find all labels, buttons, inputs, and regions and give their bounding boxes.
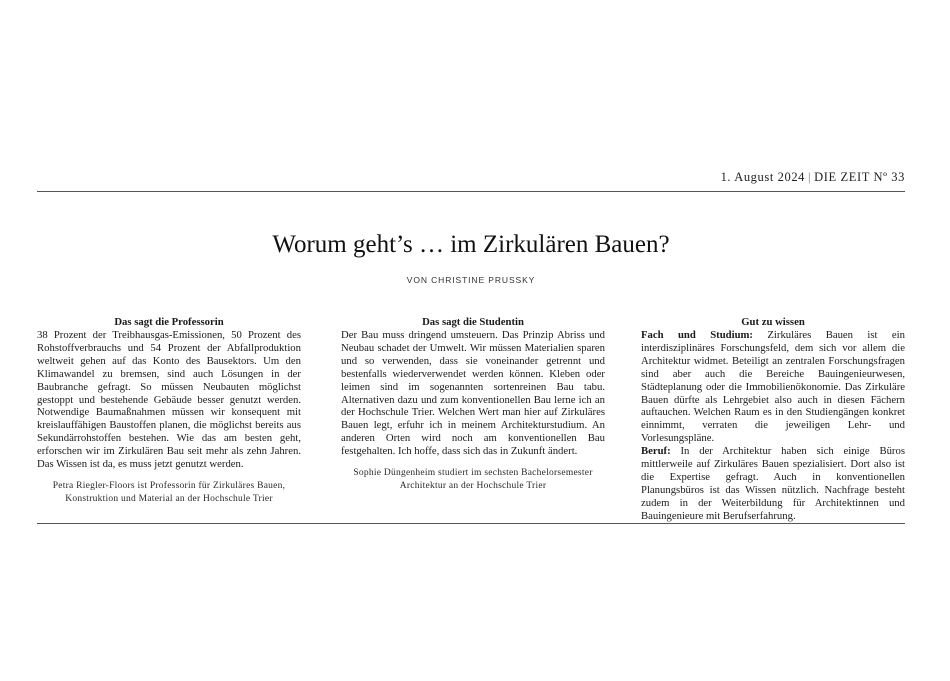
column-good-to-know bbox=[641, 316, 905, 523]
author-caption: Sophie Düngenheim studiert im sechsten Bachelorsemester Architektur an der Hochschule Trier bbox=[353, 468, 593, 492]
paragraph-lead: Beruf: bbox=[641, 445, 671, 458]
publication-name: DIE ZEIT Nº 33 bbox=[814, 170, 905, 184]
column-professor bbox=[37, 316, 301, 506]
column-paragraph bbox=[641, 329, 905, 445]
column-heading: Das sagt die Studentin bbox=[422, 316, 524, 328]
column-body bbox=[37, 329, 301, 471]
author-caption: Petra Riegler-Floors ist Professorin für Zirkuläres Bauen, Konstruktion und Material an der Hochschule Trier bbox=[52, 480, 286, 504]
column-heading: Das sagt die Professorin bbox=[114, 316, 224, 328]
masthead bbox=[37, 170, 905, 188]
bottom-divider bbox=[37, 523, 905, 524]
masthead-separator: | bbox=[808, 170, 812, 184]
top-divider bbox=[37, 191, 905, 192]
column-paragraph: Der Bau muss dringend umsteuern. Das Prinzip Abriss und Neubau schadet der Umwelt. Wir müssen Materialien sparen und so verwenden, dass sie voneinander getrennt und bestenfalls wiederverwendet werden können. Kleben oder leimen sind im sogenannten sortenreinen Bau tabu. Alternativen dazu und zum konventionellen Bau lerne ich an der Hochschule Trier. Welchen Wert man hier auf Zirkuläres Bauen legt, erfuhr ich in meinem Architekturstudium. An anderen Orten wird noch am konventionellen Bau festgehalten. Ich hoffe, dass sich das in Zukunft ändert. bbox=[341, 329, 605, 458]
column-paragraph: 38 Prozent der Treibhausgas-Emissionen, 50 Prozent des Rohstoffverbrauchs und 54 Prozent der Abfallproduktion weltweit gehen auf das Konto des Bausektors. Um den Klimawandel zu bremsen, sind auch Lösungen in der Baubranche gefragt. So müssen Neubauten möglichst gestoppt und bestehende Gebäude besser genutzt werden. Notwendige Baumaßnahmen müssen wir konsequent mit kreislauffähigen Baustoffen planen, die möglichst bereits aus Sekundärrohstoffen bestehen. Wie das am besten geht, erforschen wir im Zirkulären Bau seit mehr als zehn Jahren. Das Wissen ist da, es muss jetzt genutzt werden. bbox=[37, 329, 301, 471]
column-student bbox=[341, 316, 605, 493]
column-paragraph bbox=[641, 445, 905, 522]
column-body bbox=[341, 329, 605, 458]
column-body bbox=[641, 329, 905, 523]
paragraph-text: Zirkuläres Bauen ist ein interdisziplinäres Forschungsfeld, dem sich vor allem die Architektur widmet. Beteiligt an zentralen Forschungsfragen sind aber auch die Bereiche Bauingenieurwesen, Städteplanung oder die Immobilienökonomie. Das Zirkuläre Bauen dürfte als Lehrgebiet also auch in diesen Fächern auftauchen. Welchen Raum es in den Studiengängen konkret einnimmt, verraten die jeweiligen Lehr- und Vorlesungspläne. bbox=[641, 329, 905, 445]
paragraph-lead: Fach und Studium: bbox=[641, 329, 753, 341]
paragraph-text: In der Architektur haben sich einige Büros mittlerweile auf Zirkuläres Bauen spezialisiert. Dort also ist die Expertise gefragt. Auch in konventionellen Planungsbüros ist das Wissen nützlich. Nachfrage besteht zudem in der Weiterbildung für Architektinnen und Bauingenieure mit Berufserfahrung. bbox=[641, 445, 905, 522]
article-byline: VON CHRISTINE PRUSSKY bbox=[406, 275, 536, 285]
article-title: Worum geht’s … im Zirkulären Bauen? bbox=[272, 231, 670, 258]
column-heading: Gut zu wissen bbox=[741, 316, 805, 328]
issue-date: 1. August 2024 bbox=[720, 170, 806, 184]
